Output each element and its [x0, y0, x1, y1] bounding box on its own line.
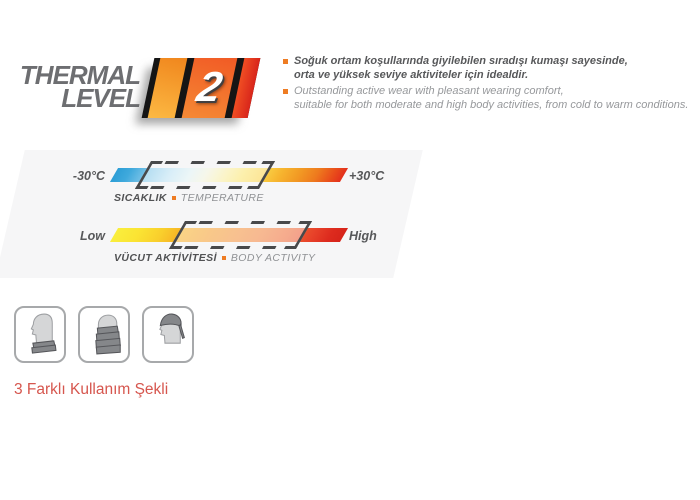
- head-bandana-icon: [147, 311, 189, 358]
- bullet-square-icon: [283, 59, 288, 64]
- temperature-min-label: -30°C: [72, 169, 105, 183]
- activity-caption-turkish: VÜCUT AKTİVİTESİ: [114, 252, 217, 264]
- feature-bullets: [283, 55, 698, 115]
- thermal-level-value: 2: [193, 63, 227, 110]
- badge-stripe-right: [232, 58, 261, 118]
- activity-range-bracket: [169, 221, 312, 249]
- neck-gaiter-icon: [19, 311, 61, 358]
- temperature-caption-turkish: SICAKLIK: [114, 192, 167, 204]
- caption-square-icon: [172, 196, 176, 200]
- usage-caption: 3 Farklı Kullanım Şekli: [14, 381, 169, 398]
- temperature-max-label: +30°C: [349, 169, 385, 183]
- usage-style-neck-gaiter: [14, 306, 66, 363]
- caption-square-icon: [222, 256, 226, 260]
- bullet-square-icon: [283, 89, 288, 94]
- activity-caption: [114, 252, 315, 264]
- badge-stripe-left: [148, 58, 188, 118]
- bracket-top-dashes: [199, 221, 297, 224]
- usage-styles: [14, 306, 194, 363]
- activity-gradient-bar: [110, 228, 348, 242]
- thermal-level-logo: [16, 60, 140, 113]
- temperature-gradient-bar: [110, 168, 348, 182]
- activity-min-label: Low: [80, 229, 105, 243]
- feature-bullet-english: [283, 85, 698, 112]
- bracket-top-dashes: [164, 161, 260, 164]
- usage-style-head-bandana: [142, 306, 194, 363]
- bullet-english-line1: Outstanding active wear with pleasant wearing comfort,: [294, 85, 564, 97]
- usage-style-face-cover: [78, 306, 130, 363]
- feature-bullet-turkish: [283, 55, 698, 82]
- bracket-bottom-dashes: [184, 246, 282, 249]
- face-cover-icon: [83, 311, 125, 358]
- activity-caption-english: BODY ACTIVITY: [230, 252, 316, 264]
- logo-line-level: LEVEL: [61, 83, 140, 113]
- bracket-bottom-dashes: [150, 186, 246, 189]
- thermal-level-badge: [142, 58, 261, 118]
- logo-line-thermal: THERMAL: [19, 60, 140, 90]
- bullet-turkish-line2: orta ve yüksek seviye aktiviteler için idealdir.: [294, 68, 529, 81]
- activity-max-label: High: [349, 229, 377, 243]
- temperature-caption: [114, 192, 264, 204]
- bullet-turkish-line1: Soğuk ortam koşullarında giyilebilen sıradışı kumaşı sayesinde,: [294, 55, 628, 67]
- temperature-caption-english: TEMPERATURE: [180, 192, 264, 204]
- bullet-english-line2: suitable for both moderate and high body activities, from cold to warm conditions.: [294, 98, 689, 111]
- temperature-range-bracket: [135, 161, 275, 189]
